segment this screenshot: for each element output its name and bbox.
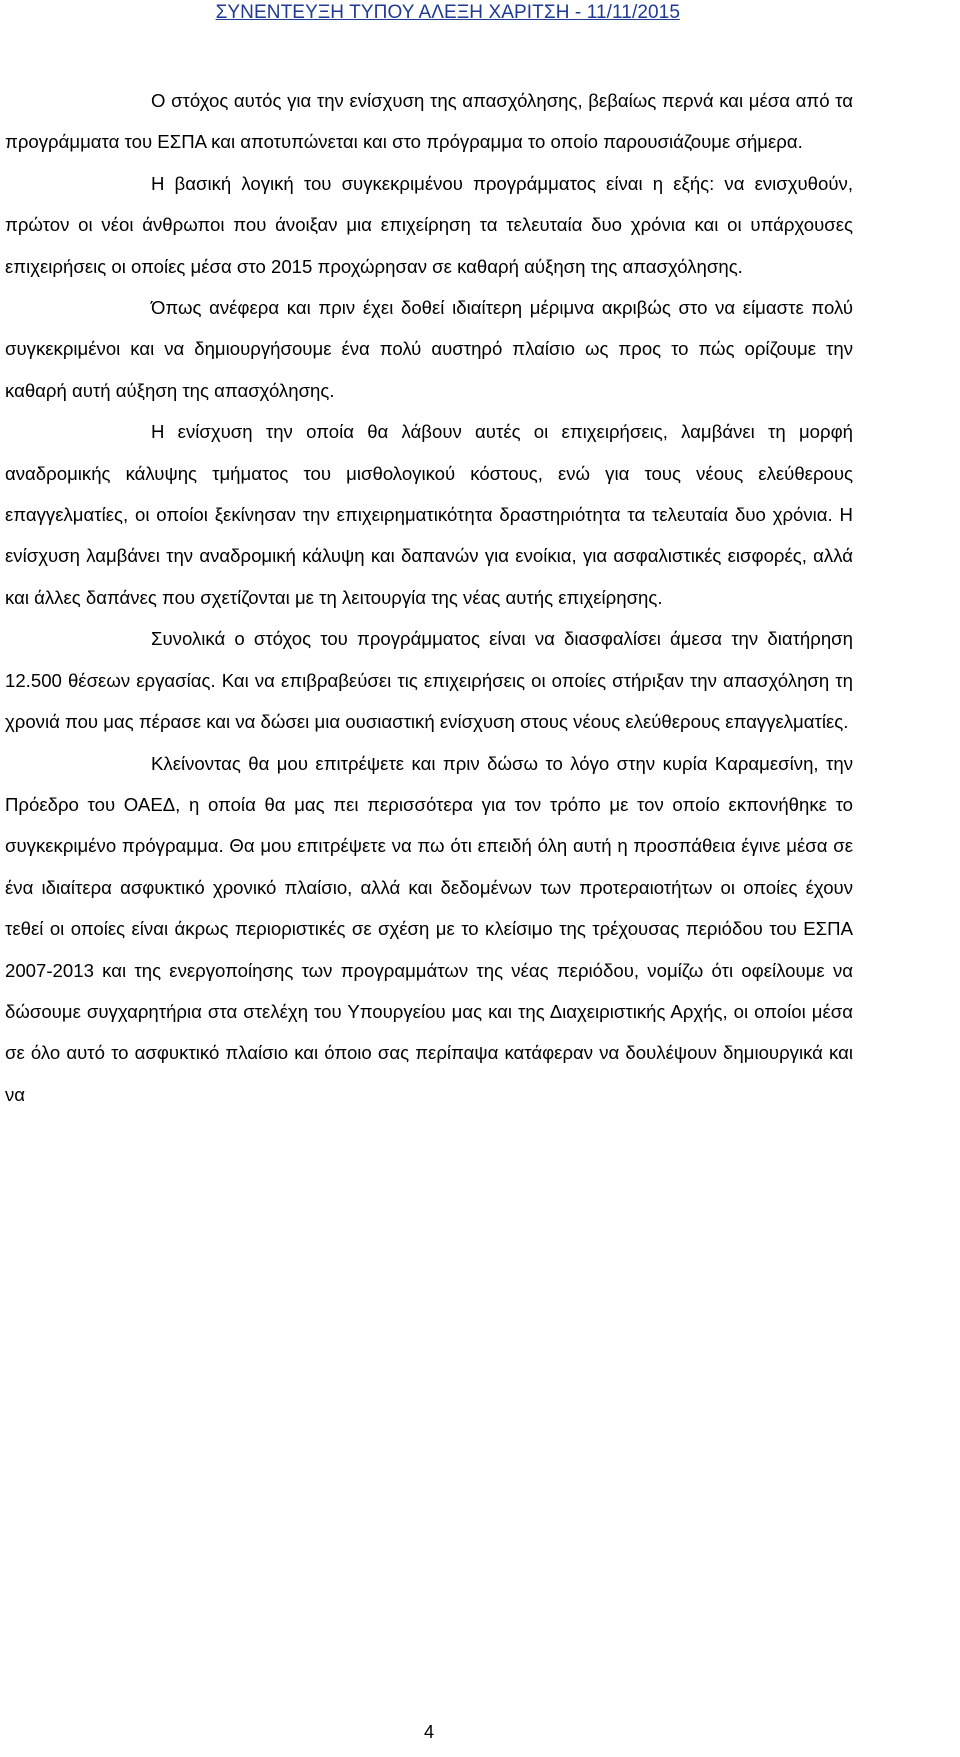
- paragraph-3: Όπως ανέφερα και πριν έχει δοθεί ιδιαίτερη μέριμνα ακριβώς στο να είμαστε πολύ συγκεκριμένοι και να δημιουργήσουμε ένα πολύ αυστηρό πλαίσιο ως προς το πώς ορίζουμε την καθαρή αυτή αύξηση της απασχόλησης.: [5, 297, 853, 401]
- document-header: ΣΥΝΕΝΤΕΥΞΗ ΤΥΠΟΥ ΑΛΕΞΗ ΧΑΡΙΤΣΗ - 11/11/2015: [215, 2, 680, 23]
- paragraph-2: Η βασική λογική του συγκεκριμένου προγράμματος είναι η εξής: να ενισχυθούν, πρώτον οι νέοι άνθρωποι που άνοιξαν μια επιχείρηση τα τελευταία δυο χρόνια και οι υπάρχουσες επιχειρήσεις οι οποίες μέσα στο 2015 προχώρησαν σε καθαρή αύξηση της απασχόλησης.: [5, 172, 853, 277]
- document-body: [5, 80, 853, 1115]
- paragraph-5: Συνολικά ο στόχος του προγράμματος είναι να διασφαλίσει άμεσα την διατήρηση 12.500 θέσεων εργασίας. Και να επιβραβεύσει τις επιχειρήσεις οι οποίες στήριξαν την απασχόληση τη χρονιά που μας πέρασε και να δώσει μια ουσιαστική ενίσχυση στους νέους ελεύθερους επαγγελματίες.: [5, 628, 853, 733]
- paragraph-4: Η ενίσχυση την οποία θα λάβουν αυτές οι επιχειρήσεις, λαμβάνει τη μορφή αναδρομικής κάλυψης τμήματος του μισθολογικού κόστους, ενώ για τους νέους ελεύθερους επαγγελματίες, οι οποίοι ξεκίνησαν την επιχειρηματικότητα δραστηριότητα τα τελευταία δυο χρόνια. Η ενίσχυση λαμβάνει την αναδρομική κάλυψη και δαπανών για ενοίκια, για ασφαλιστικές εισφορές, αλλά και άλλες δαπάνες που σχετίζονται με τη λειτουργία της νέας αυτής επιχείρησης.: [5, 421, 853, 608]
- paragraph-6: Κλείνοντας θα μου επιτρέψετε και πριν δώσω το λόγο στην κυρία Καραμεσίνη, την Πρόεδρο του ΟΑΕΔ, η οποία θα μας πει περισσότερα για τον τρόπο με τον οποίο εκπονήθηκε το συγκεκριμένο πρόγραμμα. Θα μου επιτρέψετε να πω ότι επειδή όλη αυτή η προσπάθεια έγινε μέσα σε ένα ιδιαίτερα ασφυκτικό χρονικό πλαίσιο, αλλά και δεδομένων των προτεραιοτήτων οι οποίες έχουν τεθεί οι οποίες είναι άκρως περιοριστικές σε σχέση με το κλείσιμο της τρέχουσας περιόδου του ΕΣΠΑ 2007-2013 και της ενεργοποίησης των προγραμμάτων της νέας περιόδου, νομίζω ότι οφείλουμε να δώσουμε συγχαρητήρια στα στελέχη του Υπουργείου μας και της Διαχειριστικής Αρχής, οι οποίοι μέσα σε όλο αυτό το ασφυκτικό πλαίσιο και όποιο σας περίπαψα κατάφεραν να δουλέψουν δημιουργικά και να: [5, 752, 853, 1105]
- paragraph-1: Ο στόχος αυτός για την ενίσχυση της απασχόλησης, βεβαίως περνά και μέσα από τα προγράμματα του ΕΣΠΑ και αποτυπώνεται και στο πρόγραμμα το οποίο παρουσιάζουμε σήμερα.: [5, 90, 853, 153]
- page-number: 4: [423, 1722, 434, 1742]
